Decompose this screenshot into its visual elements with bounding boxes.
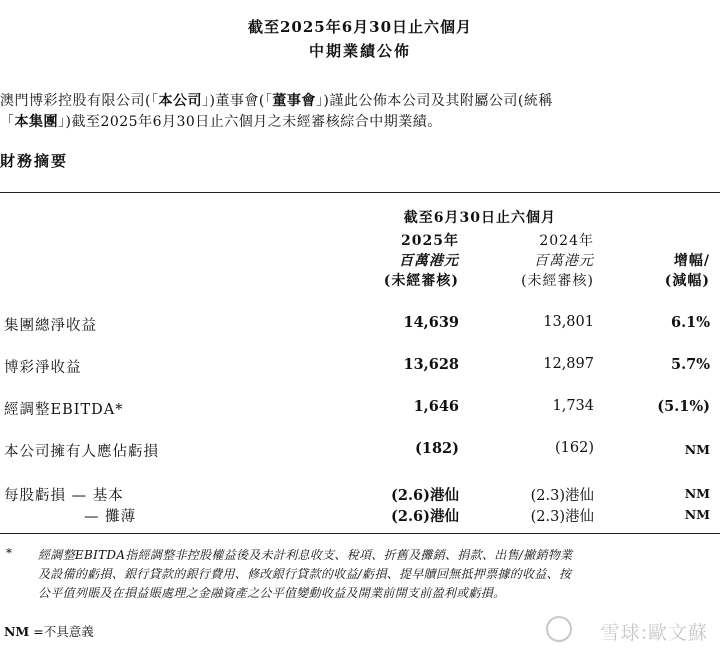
footnote-marker: * bbox=[6, 546, 13, 560]
cell-change-loss-attributable: NM bbox=[684, 442, 710, 457]
cell-change-adjusted-ebitda: (5.1%) bbox=[657, 398, 710, 415]
intro-line-2 bbox=[0, 111, 442, 131]
snowball-logo-icon bbox=[546, 616, 572, 642]
footnote-line-3: 公平值列賬及在損益賬處理之金融資產之公平值變動收益及開業前開支前盈利或虧損。 bbox=[38, 586, 506, 600]
intro-text: 「 bbox=[0, 114, 15, 130]
change-header-2: (減幅) bbox=[664, 273, 710, 289]
change-header-1: 增幅/ bbox=[673, 253, 710, 269]
cell-2024-loss-per-share-diluted: (2.3)港仙 bbox=[530, 509, 594, 525]
cell-2024-gaming-net-revenue: 12,897 bbox=[543, 356, 594, 372]
cell-2025-loss-attributable: (182) bbox=[415, 440, 459, 457]
row-label-loss-per-share-basic: 每股虧損 — 基本 bbox=[4, 488, 124, 504]
year-2024-header: 2024年 bbox=[539, 233, 594, 249]
table-top-rule bbox=[0, 192, 720, 193]
intro-text: 澳門博彩控股有限公司(「 bbox=[0, 93, 159, 109]
intro-term-board: 董事會 bbox=[272, 93, 316, 109]
unit-2025-header: 百萬港元 bbox=[399, 253, 459, 269]
cell-2025-loss-per-share-diluted: (2.6)港仙 bbox=[391, 508, 459, 525]
cell-change-gaming-net-revenue: 5.7% bbox=[670, 356, 710, 373]
intro-text: 」)董事會(「 bbox=[201, 93, 273, 109]
nm-definition: =不具意義 bbox=[33, 624, 94, 639]
watermark: 雪球:歐文蘇 bbox=[600, 622, 708, 644]
row-label-gaming-net-revenue: 博彩淨收益 bbox=[4, 360, 82, 376]
announcement-title-period: 截至2025年6月30日止六個月 bbox=[247, 18, 473, 36]
audit-2024-header: (未經審核) bbox=[521, 273, 594, 289]
intro-text: 」)謹此公佈本公司及其附屬公司(統稱 bbox=[315, 93, 553, 109]
cell-2025-group-net-revenue: 14,639 bbox=[403, 314, 459, 331]
row-label-adjusted-ebitda: 經調整EBITDA* bbox=[4, 402, 124, 418]
cell-2024-adjusted-ebitda: 1,734 bbox=[552, 398, 594, 414]
cell-2024-group-net-revenue: 13,801 bbox=[543, 314, 594, 330]
intro-text: 」)截至2025年6月30日止六個月之未經審核綜合中期業績。 bbox=[58, 114, 442, 130]
cell-2025-gaming-net-revenue: 13,628 bbox=[403, 356, 459, 373]
footnote-line-2: 及設備的虧損、銀行貸款的銀行費用、修改銀行貸款的收益/虧損、提早贖回無抵押票據的收益、按 bbox=[38, 567, 572, 581]
nm-note bbox=[4, 622, 94, 640]
footnote-line-1: 經調整EBITDA指經調整非控股權益後及未計利息收支、稅項、折舊及攤銷、捐款、出售/撇銷物業 bbox=[38, 548, 573, 562]
intro-line-1 bbox=[0, 90, 553, 110]
nm-abbr: NM bbox=[4, 624, 30, 639]
announcement-title: 中期業績公佈 bbox=[308, 42, 411, 60]
row-label-group-net-revenue: 集團總淨收益 bbox=[4, 318, 97, 334]
row-label-loss-attributable: 本公司擁有人應佔虧損 bbox=[4, 444, 159, 460]
unit-2024-header: 百萬港元 bbox=[534, 253, 594, 269]
intro-term-company: 本公司 bbox=[158, 93, 202, 109]
row-label-loss-per-share-diluted: — 攤薄 bbox=[84, 509, 137, 525]
cell-2024-loss-attributable: (162) bbox=[555, 440, 594, 456]
section-title-financial-highlights: 財務摘要 bbox=[0, 152, 69, 170]
cell-change-loss-per-share-diluted: NM bbox=[684, 507, 710, 522]
year-2025-header: 2025年 bbox=[401, 233, 459, 249]
cell-2025-adjusted-ebitda: 1,646 bbox=[413, 398, 459, 415]
table-bottom-rule bbox=[0, 533, 720, 534]
cell-2024-loss-per-share-basic: (2.3)港仙 bbox=[530, 488, 594, 504]
intro-term-group: 本集團 bbox=[14, 114, 58, 130]
cell-change-group-net-revenue: 6.1% bbox=[670, 314, 710, 331]
cell-change-loss-per-share-basic: NM bbox=[684, 486, 710, 501]
audit-2025-header: (未經審核) bbox=[383, 273, 459, 289]
period-header: 截至6月30日止六個月 bbox=[403, 210, 556, 226]
cell-2025-loss-per-share-basic: (2.6)港仙 bbox=[391, 487, 459, 504]
